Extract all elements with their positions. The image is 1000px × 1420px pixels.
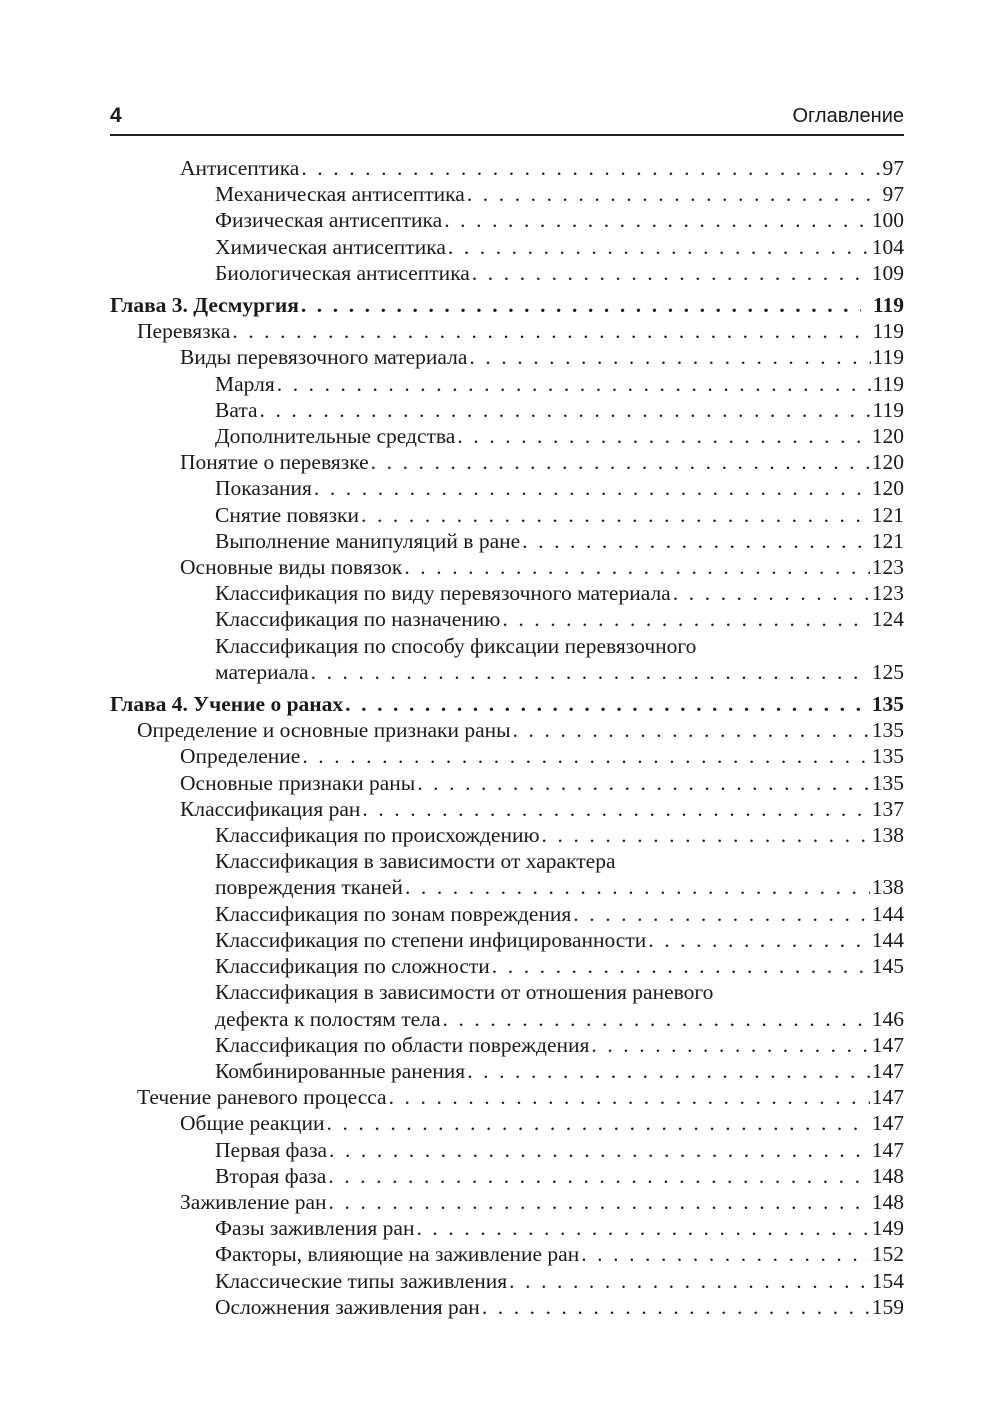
toc-entry-page: 109 (871, 260, 904, 285)
toc-entry-page: 144 (871, 901, 904, 926)
toc-entry-page: 120 (871, 424, 904, 449)
dot-leader (648, 927, 870, 953)
dot-leader (591, 1032, 869, 1058)
dot-leader (314, 475, 870, 501)
dot-leader (311, 659, 870, 685)
dot-leader (482, 1294, 870, 1320)
toc-entry (110, 1268, 904, 1294)
toc-entry (110, 181, 904, 207)
dot-leader (301, 292, 861, 318)
toc-entry (110, 1084, 904, 1110)
toc-entry-title: Виды перевязочного материала (180, 345, 468, 370)
toc-entry-page: 120 (871, 476, 904, 501)
dot-leader (277, 371, 871, 397)
toc-entry-title: Определение (180, 744, 301, 769)
toc-entry-page: 135 (871, 692, 904, 717)
toc-entry (110, 1241, 904, 1267)
toc-entry (110, 770, 904, 796)
toc-entry-page: 146 (871, 1006, 904, 1031)
toc-entry-page: 152 (871, 1242, 904, 1267)
toc-entry-title-cont: дефекта к полостям тела (215, 1006, 441, 1031)
toc-entry-title: Определение и основные признаки раны (137, 718, 511, 743)
toc-entry-title: Вата (215, 397, 258, 422)
toc-entry-page: 138 (871, 875, 904, 900)
toc-chapter-entry (110, 691, 904, 717)
toc-entry (110, 318, 904, 344)
toc-entry-page: 119 (872, 371, 904, 396)
toc-entry-page: 125 (871, 659, 904, 684)
toc-entry (110, 848, 904, 900)
toc-entry-title: Классификация по способу фиксации перевязочного (215, 633, 697, 658)
toc-entry-title: Классификация по назначению (215, 607, 501, 632)
toc-entry (110, 1058, 904, 1084)
toc-entry-title: Классификация ран (180, 796, 361, 821)
dot-leader (467, 1058, 870, 1084)
dot-leader (581, 1241, 870, 1267)
dot-leader (443, 1006, 870, 1032)
toc-entry (110, 397, 904, 423)
dot-leader (542, 822, 870, 848)
dot-leader (260, 397, 871, 423)
toc-entry (110, 234, 904, 260)
dot-leader (302, 743, 869, 769)
toc-entry-page: 147 (871, 1032, 904, 1057)
toc-entry-title: Осложнения заживления ран (215, 1294, 480, 1319)
dot-leader (502, 606, 869, 632)
toc-entry-page: 120 (871, 450, 904, 475)
toc-entry-page: 135 (871, 744, 904, 769)
toc-entry-page: 121 (871, 502, 904, 527)
toc-entry (110, 953, 904, 979)
toc-entry-title: Классификация по виду перевязочного материала (215, 581, 671, 606)
toc-entry-page: 147 (871, 1085, 904, 1110)
toc-entry (110, 449, 904, 475)
toc-entry-title: Классификация по зонам повреждения (215, 901, 572, 926)
toc-entry-title: Классификация по области повреждения (215, 1032, 590, 1057)
toc-entry-title: Понятие о перевязке (180, 450, 369, 475)
dot-leader (405, 874, 870, 900)
toc-entry-title: Механическая антисептика (215, 182, 465, 207)
dot-leader (573, 901, 869, 927)
toc-entry-page: 104 (871, 234, 904, 259)
toc-entry-page: 145 (871, 954, 904, 979)
toc-entry-page: 137 (871, 796, 904, 821)
toc-entry-page: 138 (871, 823, 904, 848)
dot-leader (404, 554, 869, 580)
toc-entry-page: 159 (871, 1294, 904, 1319)
toc-entry-page: 148 (871, 1189, 904, 1214)
toc-entry-page: 119 (872, 345, 904, 370)
dot-leader (345, 691, 860, 717)
toc-entry-title: Классические типы заживления (215, 1268, 508, 1293)
toc-entry-page: 119 (872, 397, 904, 422)
toc-entry-title: Перевязка (137, 319, 231, 344)
toc-entry (110, 633, 904, 685)
toc-entry (110, 580, 904, 606)
toc-entry (110, 502, 904, 528)
toc-entry (110, 822, 904, 848)
toc-entry-page: 154 (871, 1268, 904, 1293)
toc-entry-title: Марля (215, 371, 275, 396)
toc-entry (110, 979, 904, 1031)
toc-entry-title: Антисептика (180, 156, 300, 180)
toc-entry (110, 528, 904, 554)
toc-entry-page: 123 (871, 581, 904, 606)
dot-leader (492, 953, 870, 979)
dot-leader (329, 1189, 870, 1215)
dot-leader (522, 528, 870, 554)
toc-entry (110, 1163, 904, 1189)
toc-entry (110, 1189, 904, 1215)
toc-entry-title-cont: материала (215, 659, 309, 684)
toc-entry-page: 147 (871, 1111, 904, 1136)
toc-entry-title: Факторы, влияющие на заживление ран (215, 1242, 580, 1267)
toc-entry (110, 260, 904, 286)
toc-entry (110, 796, 904, 822)
dot-leader (329, 1137, 870, 1163)
toc-entry-page: 147 (871, 1137, 904, 1162)
dot-leader (467, 181, 881, 207)
dot-leader (371, 449, 870, 475)
toc-entry-page: 100 (871, 208, 904, 233)
toc-entry (110, 1294, 904, 1320)
toc-entry (110, 155, 904, 181)
toc-entry (110, 207, 904, 233)
table-of-contents (110, 155, 904, 1320)
toc-entry-page: 124 (871, 607, 904, 632)
dot-leader (509, 1268, 870, 1294)
toc-entry (110, 475, 904, 501)
dot-leader (389, 1084, 870, 1110)
toc-entry (110, 927, 904, 953)
toc-entry-page: 148 (871, 1163, 904, 1188)
toc-entry-title: Биологическая антисептика (215, 260, 470, 285)
dot-leader (457, 423, 869, 449)
toc-entry-title: Снятие повязки (215, 502, 360, 527)
dot-leader (301, 155, 880, 181)
toc-entry-page: 97 (882, 156, 904, 180)
dot-leader (444, 207, 870, 233)
dot-leader (472, 260, 870, 286)
dot-leader (417, 770, 870, 796)
toc-entry (110, 1215, 904, 1241)
dot-leader (328, 1163, 869, 1189)
dot-leader (513, 717, 870, 743)
dot-leader (469, 344, 870, 370)
toc-entry (110, 423, 904, 449)
dot-leader (232, 318, 870, 344)
dot-leader (327, 1110, 870, 1136)
dot-leader (448, 234, 870, 260)
toc-entry (110, 1032, 904, 1058)
toc-entry-title: Классификация по степени инфицированности (215, 927, 647, 952)
toc-entry-title: Комбинированные ранения (215, 1058, 466, 1083)
toc-entry (110, 1137, 904, 1163)
toc-entry-page: 147 (871, 1058, 904, 1083)
toc-entry-title: Течение раневого процесса (137, 1085, 387, 1110)
toc-entry-title-cont: повреждения тканей (215, 875, 403, 900)
toc-entry-title: Показания (215, 476, 312, 501)
toc-entry-title: Фазы заживления ран (215, 1216, 415, 1241)
toc-entry-title: Выполнение манипуляций в ране (215, 528, 521, 553)
toc-entry-title: Классификация по происхождению (215, 823, 540, 848)
toc-entry-title: Основные виды повязок (180, 555, 403, 580)
toc-chapter-title: Глава 4. Учение о ранах (110, 692, 344, 717)
toc-entry-title: Общие реакции (180, 1111, 325, 1136)
dot-leader (416, 1215, 869, 1241)
toc-entry (110, 717, 904, 743)
toc-entry-page: 123 (871, 555, 904, 580)
header-rule (110, 134, 904, 136)
toc-entry (110, 554, 904, 580)
toc-entry (110, 606, 904, 632)
page-header (110, 104, 904, 138)
toc-entry-title: Классификация по сложности (215, 954, 490, 979)
toc-chapter-entry (110, 292, 904, 318)
running-title: Оглавление (792, 105, 904, 127)
toc-entry-page: 144 (871, 927, 904, 952)
toc-entry-title: Химическая антисептика (215, 234, 446, 259)
dot-leader (673, 580, 870, 606)
toc-entry-page: 135 (871, 718, 904, 743)
toc-entry-title: Классификация в зависимости от характера (215, 849, 616, 874)
toc-entry-title: Вторая фаза (215, 1163, 327, 1188)
toc-entry-title: Первая фаза (215, 1137, 328, 1162)
toc-entry (110, 901, 904, 927)
toc-entry-title: Основные признаки раны (180, 770, 416, 795)
toc-entry (110, 1110, 904, 1136)
toc-entry-page: 135 (871, 770, 904, 795)
toc-entry (110, 743, 904, 769)
toc-entry-title: Физическая антисептика (215, 208, 443, 233)
toc-entry-title: Дополнительные средства (215, 424, 456, 449)
toc-chapter-title: Глава 3. Десмургия (110, 293, 299, 318)
dot-leader (361, 502, 870, 528)
toc-entry-page: 119 (872, 319, 904, 344)
page-number: 4 (110, 104, 122, 127)
toc-entry-page: 97 (882, 182, 904, 207)
toc-entry-page: 121 (871, 528, 904, 553)
toc-entry-title: Классификация в зависимости от отношения раневого (215, 980, 714, 1005)
toc-entry-title: Заживление ран (180, 1189, 327, 1214)
toc-entry-page: 149 (871, 1216, 904, 1241)
toc-entry (110, 344, 904, 370)
dot-leader (362, 796, 869, 822)
toc-entry (110, 371, 904, 397)
toc-entry-page: 119 (872, 293, 904, 318)
